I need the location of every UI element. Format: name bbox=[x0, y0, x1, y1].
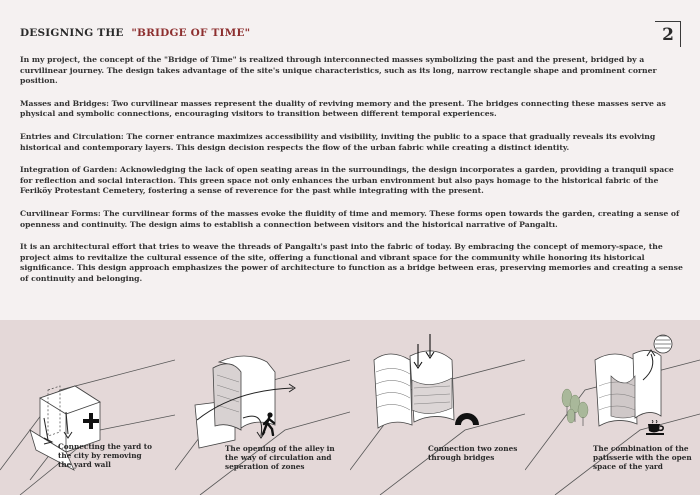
diagram-caption-4: The combination of the patisserie with the open space of the yard bbox=[593, 444, 692, 471]
paragraph-entries: Entries and Circulation: The corner entrance maximizes accessibility and visibility, inviting the public to a space that gradually reveals its evolving historical and contemporary layers. This design decision respects the flow of the urban fabric while creating a distinct identity. bbox=[20, 131, 656, 152]
paragraph-garden: Integration of Garden: Acknowledging the lack of open seating areas in the surroundings, the design incorporates a garden, providing a tranquil space for reflection and social interaction. This green space not only enhances the urban environment but also pays homage to the historical fabric of the Feriköy Protestant Cemetery, fostering a sense of reverence for the past while integrating with the present. bbox=[20, 165, 674, 196]
paragraph-intro: In my project, the concept of the "Bridge of Time" is realized through interconnected masses symbolizing the past and the present, bridged by a curvilinear journey. The design takes advantage of the site's unique characteristics, such as its long, narrow rectangle shape and prominent corner position. bbox=[20, 55, 657, 86]
body-text bbox=[20, 55, 684, 297]
title-accent: "BRIDGE OF TIME" bbox=[131, 27, 251, 39]
diagram-bridges bbox=[350, 320, 525, 495]
diagram-alley-opening bbox=[175, 320, 350, 495]
diagram-caption-2: The opening of the alley in the way of circulation and seperation of zones bbox=[225, 444, 335, 471]
coffee-cup-icon bbox=[645, 420, 667, 436]
diagram-caption-3: Connection two zones through bridges bbox=[428, 444, 518, 462]
page-number bbox=[657, 24, 679, 46]
paragraph-conclusion: It is an architectural effort that tries to weave the threads of Pangaltı's past into the fabric of today. By embracing the concept of memory-space, the project aims to revitalize the cultural essence of the site, offering a functional and vibrant space for the community while honoring its historical significance. This design approach emphasizes the power of architecture to function as a bridge between eras, preserving memories and creating a sense of continuity and belonging. bbox=[20, 242, 683, 283]
plus-icon bbox=[82, 412, 100, 430]
walking-person-icon bbox=[261, 412, 277, 436]
paragraph-forms: Curvilinear Forms: The curvilinear forms of the masses evoke the fluidity of time and memory. These forms open towards the garden, creating a sense of openness and continuity. The design aims to establish a connection between visitors and the historical narrative of Pangaltı. bbox=[20, 208, 680, 229]
diagram-band bbox=[0, 320, 700, 495]
diagram-bridges-drawing bbox=[350, 320, 525, 495]
diagram-caption-1: Connecting the yard to the city by removing the yard wall bbox=[58, 442, 153, 469]
paragraph-masses: Masses and Bridges: Two curvilinear masses represent the duality of reviving memory and the present. The bridges connecting these masses serve as physical and symbolic connections, encouraging visitors to transition between different temporal experiences. bbox=[20, 98, 666, 119]
diagram-yard-connection bbox=[0, 320, 175, 495]
diagram-patisserie bbox=[525, 320, 700, 495]
page-number-value: 2 bbox=[662, 25, 674, 45]
arch-bridge-icon bbox=[454, 412, 480, 426]
title-prefix: DESIGNING THE bbox=[20, 27, 124, 39]
page-title bbox=[20, 27, 250, 39]
page-number-frame-top bbox=[655, 21, 681, 22]
page-number-frame-right bbox=[680, 21, 681, 47]
